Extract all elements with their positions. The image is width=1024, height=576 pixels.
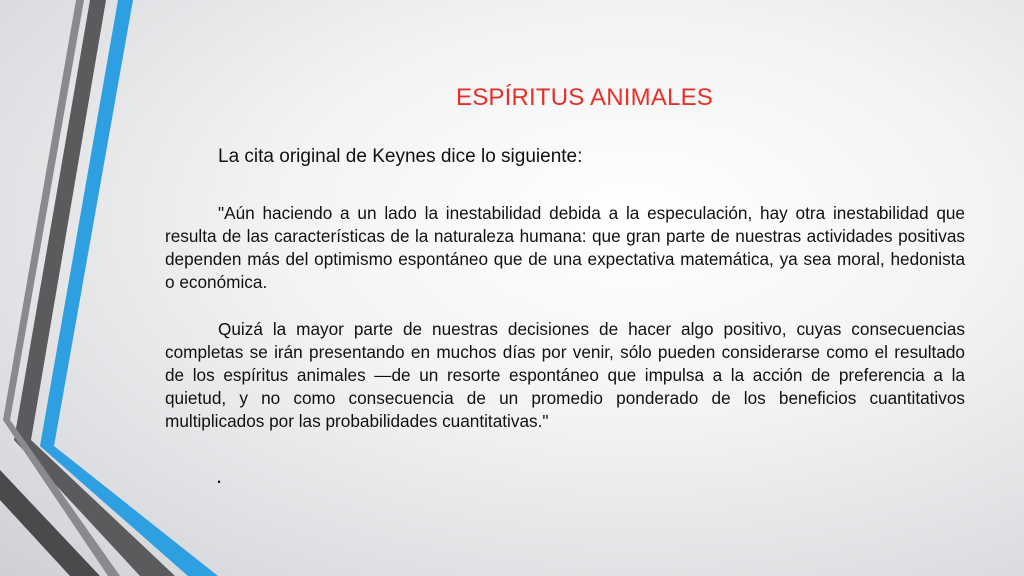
quote-paragraph-2: Quizá la mayor parte de nuestras decisiones de hacer algo positivo, cuyas consecuencias completas se irán presentando en muchos días por venir, sólo pueden considerarse como el resultado de los espíritus animales —de un resorte espontáneo que impulsa a la acción de preferencia a la quietud, y no como consecuencia de un promedio ponderado de los beneficios cuantitativos multiplicados por las probabilidades cuantitativas." [165,319,965,431]
quote-paragraph-1: "Aún haciendo a un lado la inestabilidad debida a la especulación, hay otra inestabilidad que resulta de las características de la naturaleza humana: que gran parte de nuestras actividades positivas dependen más del optimismo espontáneo que de una expectativa matemática, ya sea moral, hedonista o económica. [165,203,965,292]
slide-title: ESPÍRITUS ANIMALES [456,84,714,111]
intro-text: La cita original de Keynes dice lo siguiente: [218,146,583,167]
trailing-mark: . [216,463,223,488]
